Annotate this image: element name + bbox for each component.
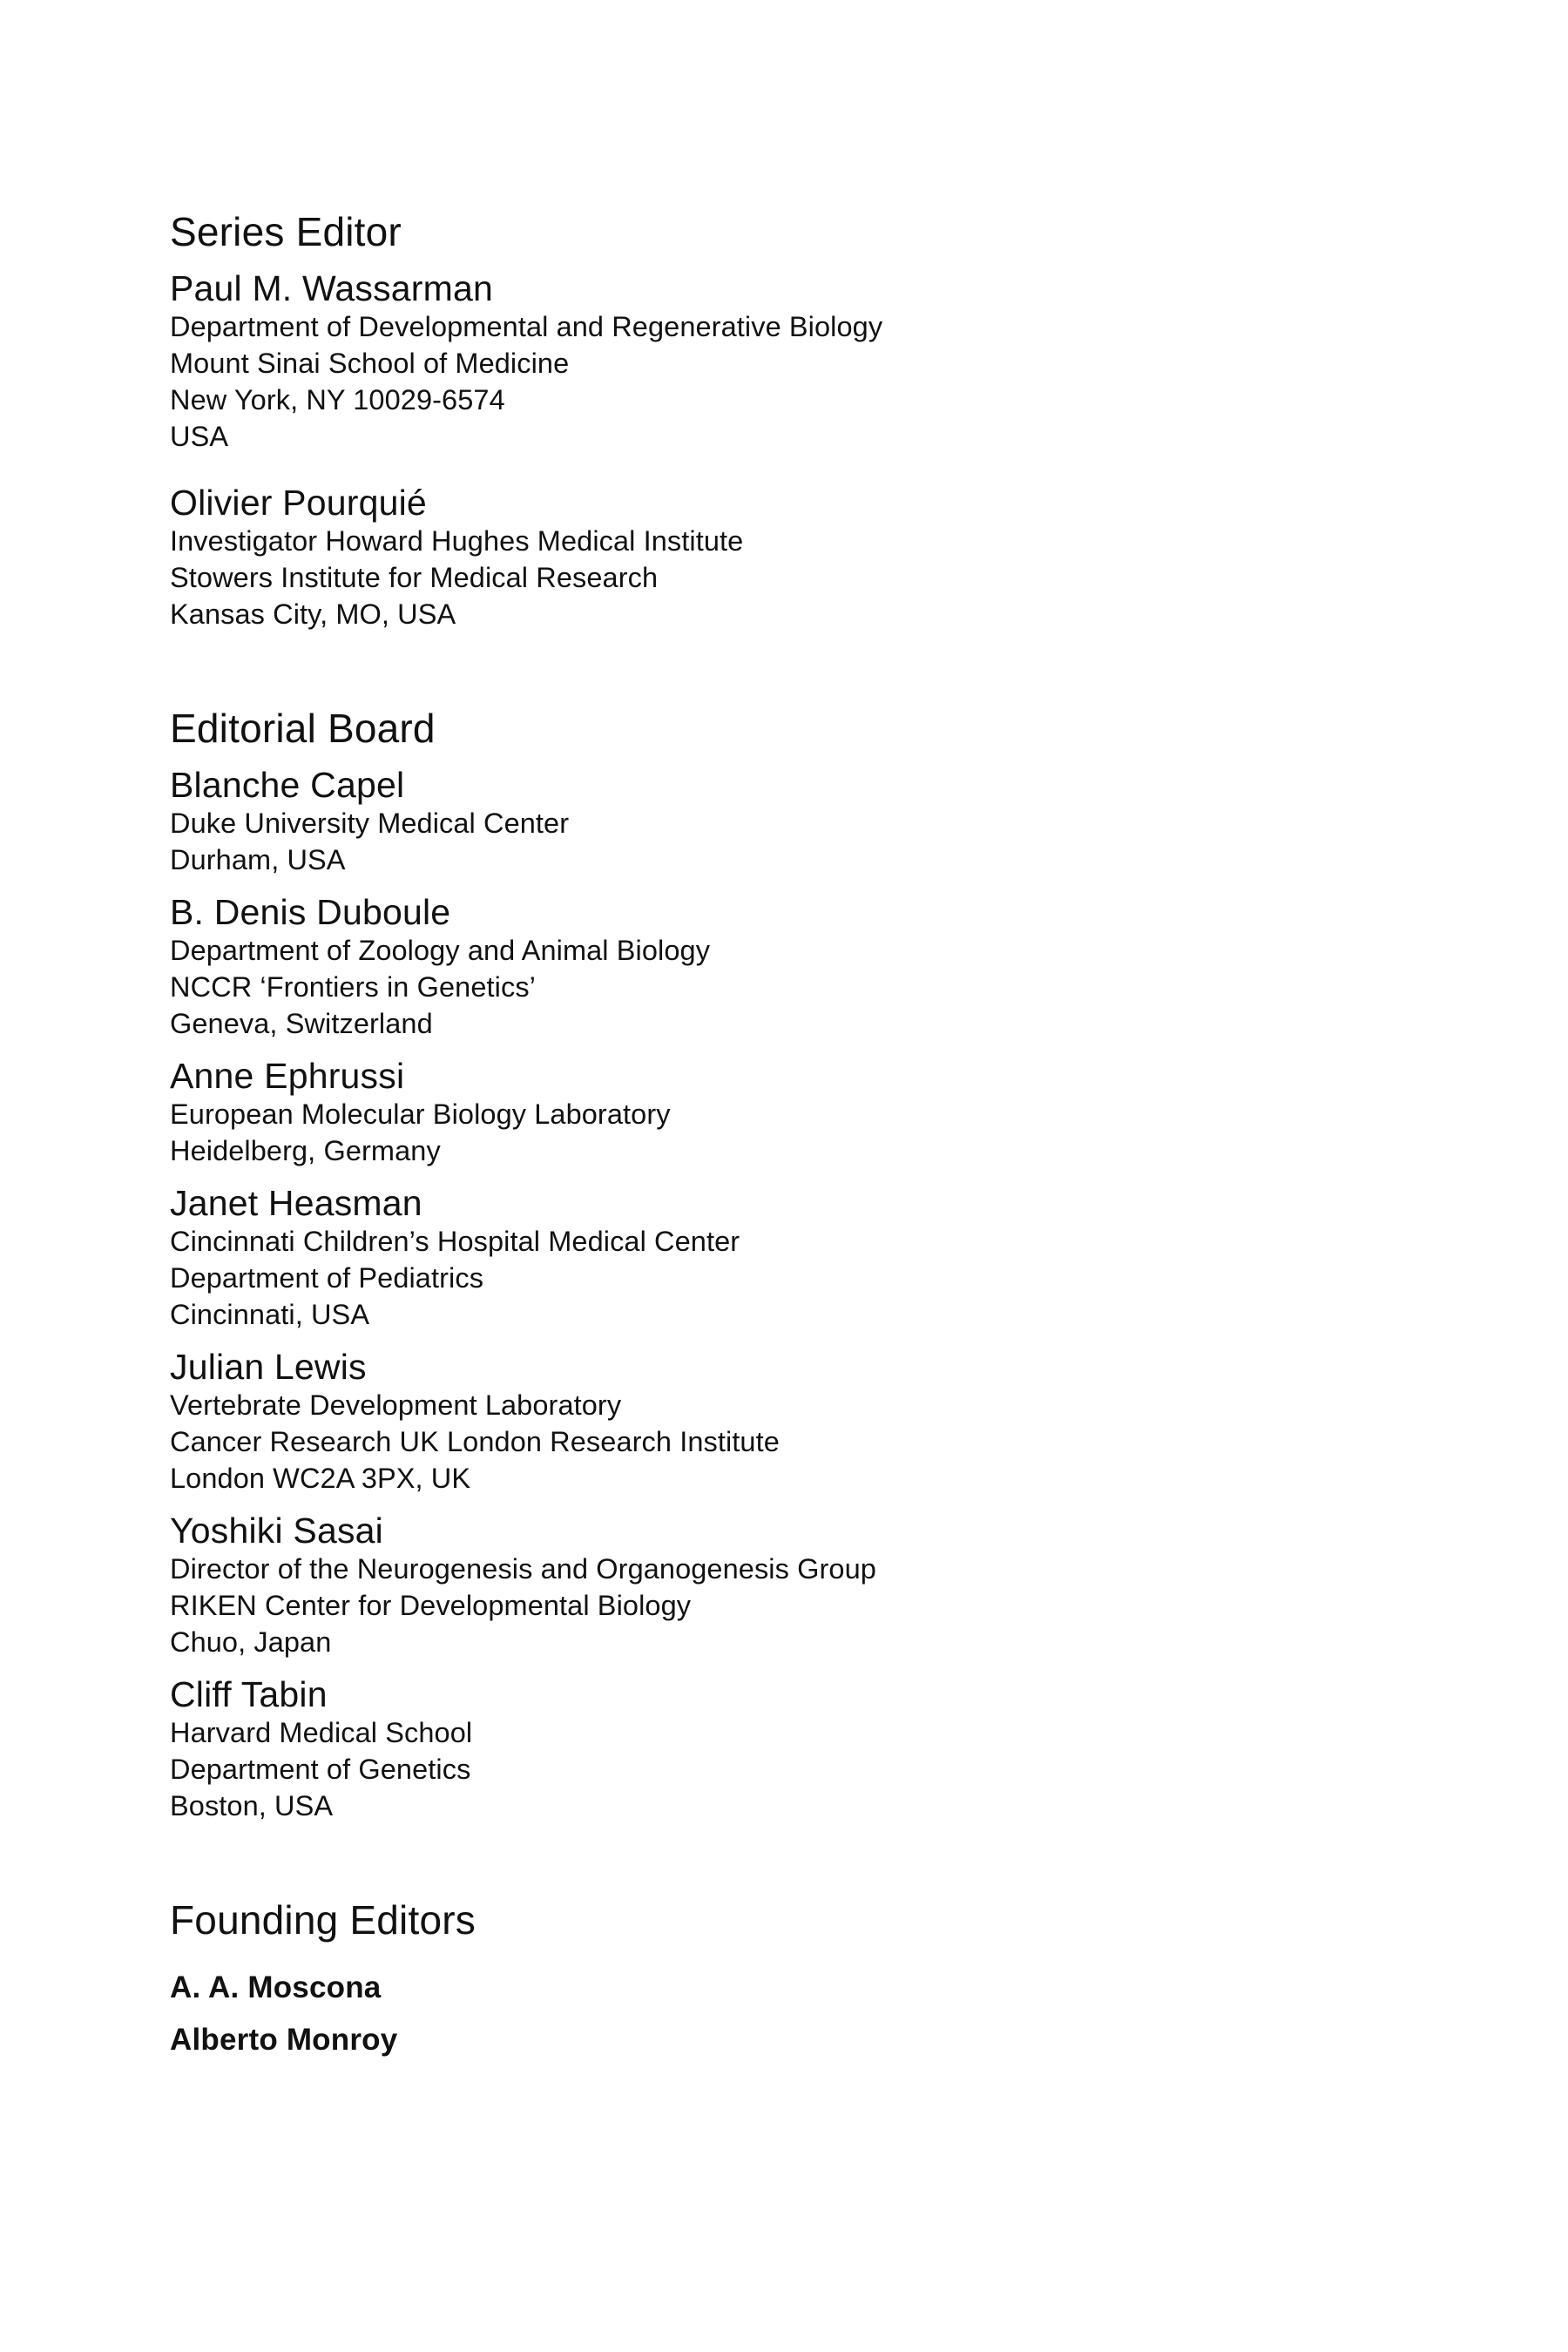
affiliation-line: USA [170, 421, 229, 452]
affiliation-line: Durham, USA [170, 844, 346, 875]
affiliation-line: Department of Genetics [170, 1754, 471, 1785]
editor-name: Olivier Pourquié [170, 483, 427, 523]
affiliation-line: Investigator Howard Hughes Medical Institute [170, 525, 744, 557]
section-heading: Series Editor [170, 209, 402, 254]
board-member-name: Yoshiki Sasai [170, 1511, 383, 1551]
editor-name: Paul M. Wassarman [170, 268, 493, 308]
affiliation-line: New York, NY 10029-6574 [170, 384, 505, 416]
section-heading: Editorial Board [170, 706, 436, 751]
affiliation-line: Heidelberg, Germany [170, 1135, 441, 1166]
section-heading: Founding Editors [170, 1897, 476, 1943]
board-member [170, 1511, 1389, 1660]
affiliation-line: RIKEN Center for Developmental Biology [170, 1590, 692, 1621]
board-member [170, 1674, 1389, 1824]
affiliation-line: Department of Zoology and Animal Biology [170, 935, 711, 966]
series-editor-section [170, 206, 1389, 632]
board-member [170, 892, 1389, 1042]
affiliation-line: Duke University Medical Center [170, 808, 570, 839]
board-member-name: Blanche Capel [170, 765, 405, 805]
board-member-name: Janet Heasman [170, 1183, 422, 1223]
board-member [170, 1347, 1389, 1497]
board-member-name: Julian Lewis [170, 1347, 367, 1387]
affiliation-line: Cincinnati, USA [170, 1299, 370, 1330]
board-member [170, 1056, 1389, 1169]
editor-entry [170, 483, 1389, 632]
board-member [170, 765, 1389, 878]
affiliation-line: Kansas City, MO, USA [170, 598, 456, 630]
board-member [170, 1183, 1389, 1333]
front-matter [170, 206, 1389, 2058]
affiliation-line: Harvard Medical School [170, 1717, 473, 1748]
board-member-name: B. Denis Duboule [170, 892, 451, 932]
affiliation-line: Cincinnati Children’s Hospital Medical Center [170, 1226, 740, 1257]
board-member-name: Anne Ephrussi [170, 1056, 405, 1096]
founding-editors-section [170, 1894, 1389, 2058]
editorial-board-section [170, 702, 1389, 1824]
affiliation-line: Vertebrate Development Laboratory [170, 1389, 622, 1421]
founding-editor-name: Alberto Monroy [170, 2023, 398, 2057]
affiliation-line: Boston, USA [170, 1790, 334, 1821]
affiliation-line: NCCR ‘Frontiers in Genetics’ [170, 971, 536, 1003]
board-member-name: Cliff Tabin [170, 1674, 328, 1714]
affiliation-line: Geneva, Switzerland [170, 1008, 433, 1039]
editor-entry [170, 268, 1389, 455]
affiliation-line: European Molecular Biology Laboratory [170, 1098, 671, 1130]
affiliation-line: Director of the Neurogenesis and Organogenesis Group [170, 1553, 876, 1585]
founding-editor-name: A. A. Moscona [170, 1970, 382, 2004]
affiliation-line: London WC2A 3PX, UK [170, 1463, 471, 1494]
affiliation-line: Chuo, Japan [170, 1626, 332, 1658]
affiliation-line: Cancer Research UK London Research Institute [170, 1426, 780, 1457]
affiliation-line: Mount Sinai School of Medicine [170, 348, 570, 379]
affiliation-line: Department of Pediatrics [170, 1262, 484, 1294]
affiliation-line: Department of Developmental and Regenerative Biology [170, 311, 883, 342]
affiliation-line: Stowers Institute for Medical Research [170, 562, 659, 593]
